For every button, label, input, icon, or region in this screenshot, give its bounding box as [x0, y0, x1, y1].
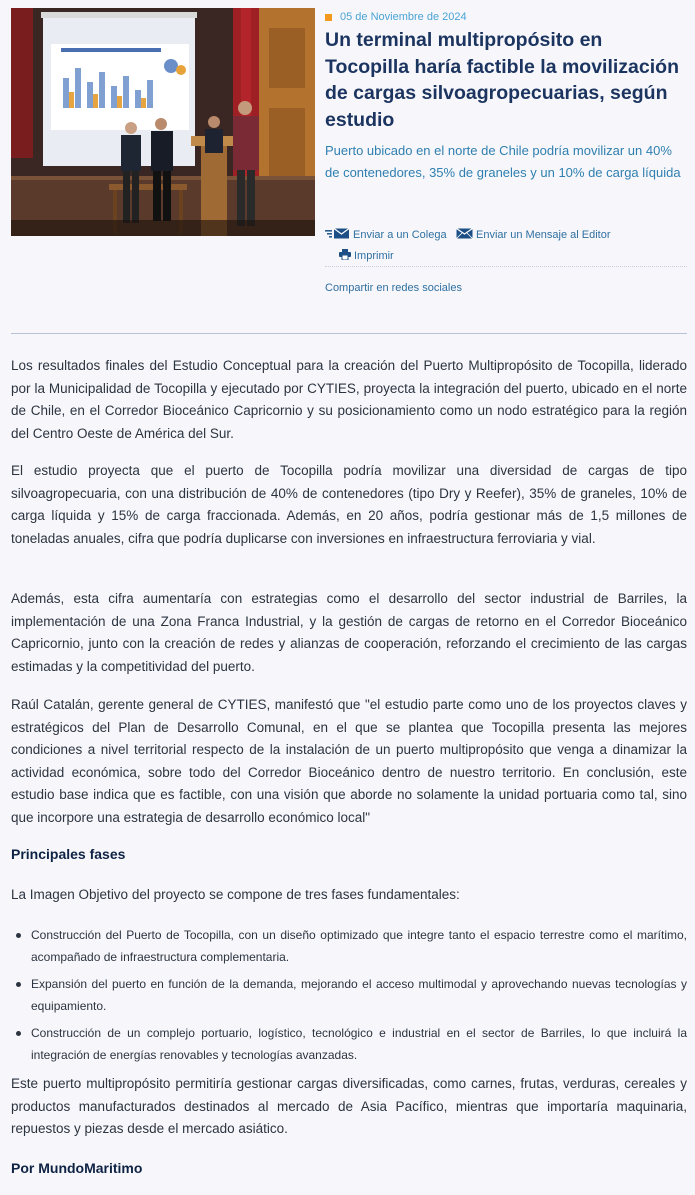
closing-paragraph: Este puerto multipropósito permitiría gestionar cargas diversificadas, como carnes, frutas, verduras, cereales y productos manufacturados destinados al mercado de Asia Pacífico, mientras que importaría maquinaria, repuestos y piezas desde el mercado asiático. [11, 1076, 687, 1136]
phase-item [11, 973, 687, 1017]
phase-item [11, 924, 687, 968]
message-editor-link[interactable] [456, 228, 611, 242]
phase-text: Construcción de un complejo portuario, logístico, tecnológico e industrial en el sector de Barriles, lo que incluirá la integración de energías renovables y tecnologías avanzadas. [31, 1026, 687, 1062]
byline: Por MundoMaritimo [11, 1160, 143, 1176]
paragraph-4: Raúl Catalán, gerente general de CYTIES, manifestó que "el estudio parte como uno de los proyectos claves y estratégicos del Plan de Desarrollo Comunal, en el que se plantea que Tocopilla presenta las mejores condiciones a nivel territorial respecto de la instalación de un puerto multipropósito que venga a dinamizar la actividad económica, sobre todo del Corredor Bioceánico dentro de nuestro territorio. En conclusión, este estudio base indica que es factible, con una visión que aborde no solamente la unidad portuaria como tal, sino que incorpore una estrategia de desarrollo económico local" [11, 697, 687, 825]
phase-text: Expansión del puerto en función de la demanda, mejorando el acceso multimodal y aprovechando nuevas tecnologías y equipamiento. [31, 977, 687, 1013]
phases-intro: La Imagen Objetivo del proyecto se compone de tres fases fundamentales: [11, 887, 460, 902]
article-photo [11, 8, 315, 236]
article-subhead: Puerto ubicado en el norte de Chile podría movilizar un 40% de contenedores, 35% de graneles y un 10% de carga líquida [325, 143, 681, 180]
bullet-icon [16, 982, 21, 987]
article-date: 05 de Noviembre de 2024 [340, 11, 467, 23]
header-divider [11, 333, 687, 334]
envelope-icon [456, 228, 473, 242]
paragraph-1: Los resultados finales del Estudio Conceptual para la creación del Puerto Multipropósito de Tocopilla, liderado por la Municipalidad de Tocopilla y ejecutado por CYTIES, proyecta la integración del puerto, ubicado en el norte de Chile, en el Corredor Bioceánico Capricornio y su posicionamiento como un nodo estratégico para la región del Centro Oeste de América del Sur. [11, 358, 687, 441]
bullet-icon [16, 1031, 21, 1036]
print-link[interactable] [339, 249, 394, 263]
message-editor-label: Enviar un Mensaje al Editor [476, 229, 611, 241]
article-date-row [325, 11, 467, 23]
print-label: Imprimir [354, 250, 394, 262]
phase-text: Construcción del Puerto de Tocopilla, con un diseño optimizado que integre tanto el espacio terrestre como el marítimo, acompañado de infraestructura complementaria. [31, 928, 687, 964]
section-title-phases: Principales fases [11, 846, 126, 862]
date-bullet-icon [325, 14, 332, 21]
send-to-colleague-label: Enviar a un Colega [353, 229, 447, 241]
printer-icon [339, 249, 351, 263]
send-to-colleague-link[interactable] [325, 228, 447, 242]
paragraph-3: Además, esta cifra aumentaría con estrategias como el desarrollo del sector industrial de Barriles, la implementación de una Zona Franca Industrial, y la gestión de cargas de retorno en el Corredor Bioceánico Capricornio, junto con la creación de redes y alianzas de cooperación, reforzando el crecimiento de las cargas estimadas y la competitividad del puerto. [11, 591, 687, 674]
paragraph-2: El estudio proyecta que el puerto de Tocopilla podría movilizar una diversidad de cargas de tipo silvoagropecuaria, con una distribución de 40% de contenedores (tipo Dry y Reefer), 35% de graneles, 10% de carga líquida y 15% de carga fraccionada. Además, en 20 años, podría gestionar más de 1,5 millones de toneladas anuales, cifra que podría duplicarse con inversiones en infraestructura ferroviaria y vial. [11, 463, 687, 546]
share-social-link[interactable]: Compartir en redes sociales [325, 282, 462, 294]
send-mail-icon [325, 228, 350, 242]
actions-divider [325, 266, 687, 267]
phase-item [11, 1022, 687, 1066]
article-headline: Un terminal multipropósito en Tocopilla haría factible la movilización de cargas silvoagropecuarias, según estudio [325, 29, 679, 131]
bullet-icon [16, 933, 21, 938]
phases-list [11, 924, 687, 1071]
